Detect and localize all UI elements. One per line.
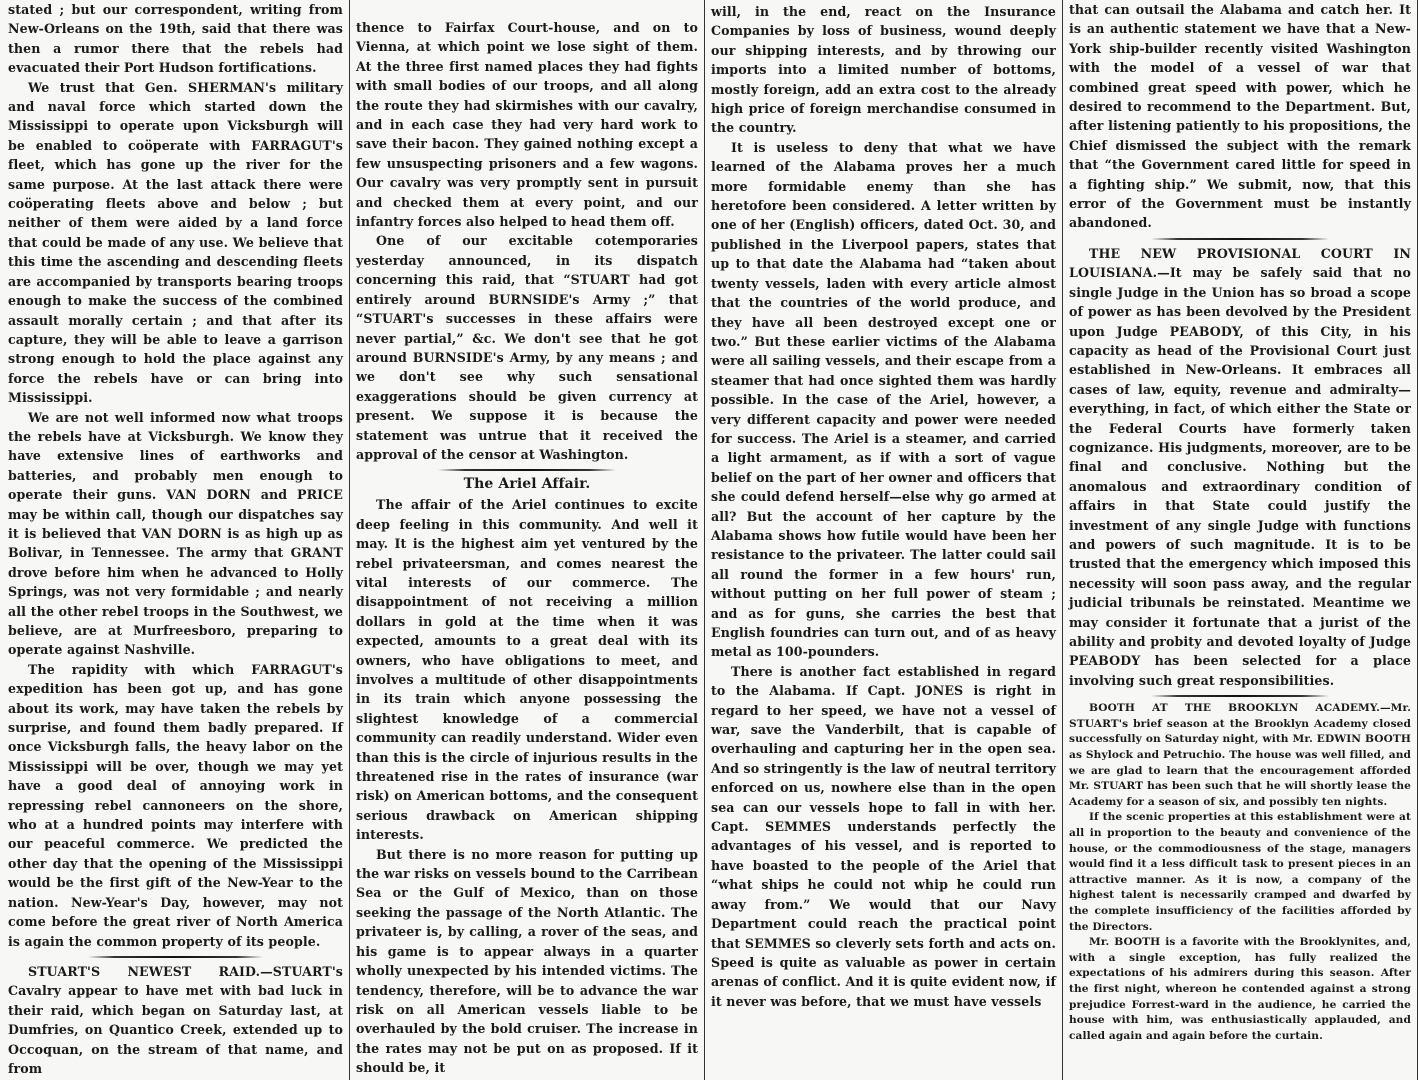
paragraph: We are not well informed now what troops the rebels have at Vicksburgh. We know they have extensive lines of earthworks and batteries, and probably men enough to operate their guns. VAN DORN and PRICE may be within call, though our dispatches say it is believed that VAN DORN is as high up as Bolivar, in Tennessee. The army that GRANT drove before him when he advanced to Holly Springs, was not very formidable ; and nearly all the other rebel troops in the Southwest, we believe, are at Murfreesboro, preparing to operate against Nashville.: [8, 409, 343, 658]
article-stuarts-raid: [8, 962, 343, 1078]
article-body: —It may be safely said that no single Judge in the Union has so broad a scope of power as has been devolved by the President upon Judge PEABODY, of this City, in his capacity as head of the Provisional Court just established in New-Orleans. It embraces all cases of law, equity, revenue and admiralty—everything, in fact, of which either the State or the Federal Courts have formerly taken cognizance. His judgments, moreover, are to be final and conclusive. Nothing but the anomalous and extraordinary condition of affairs in that State could justify the investment of any single Judge with functions and powers of such magnitude. It is to be trusted that the emergency which imposed this necessity will soon pass away, and the regular judicial tribunals be reinstated. Meantime we may consider it fortunate that a jurist of the ability and probity and devoted loyalty of Judge PEABODY has been selected for a place involving such great responsibilities.: [1069, 265, 1411, 688]
article-title: STUART'S NEWEST RAID.: [28, 963, 261, 979]
divider-rule: [1151, 695, 1329, 697]
paragraph: We trust that Gen. SHERMAN's military and naval force which started down the Mississippi to operate upon Vicksburgh will be enabled to coöperate with FARRAGUT's fleet, which has gone up the river for the same purpose. At the last attack there were coöperating fleets above and below ; but neither of them were aided by a land force that could be made of any use. We believe that this time the ascending and descending fleets are accompanied by transports bearing troops enough to make the success of the combined assault morally certain ; and that after its capture, they will be able to leave a garrison strong enough to hold the place against any force the rebels have or can bring into Mississippi.: [8, 79, 343, 406]
column-2: [350, 0, 705, 1080]
paragraph: If the scenic properties at this establishment were at all in proportion to the beauty and convenience of the house, or the commodiousness of the stage, managers would find it a less difficult task to present pieces in an attractive manner. As it is now, a company of the highest talent is necessarily cramped and dwarfed by the complete insufficiency of the facilities afforded by the Directors.: [1069, 811, 1411, 933]
article-body: —STUART's Cavalry appear to have met with bad luck in their raid, which began on Saturday last, at Dumfries, on Quantico Creek, extended up to Occoquan, on the stream of that name, and from: [8, 963, 343, 1076]
paragraph: One of our excitable cotemporaries yesterday announced, in its dispatch concerning this raid, that “STUART had got entirely around BURNSIDE's Army ;” that “STUART's successes in these affairs were never partial,” &c. We don't see that he got around BURNSIDE's Army, by any means ; and we don't see why such sensational exaggerations should be given currency at present. We suppose it is because the statement was untrue that it received the approval of the censor at Washington.: [356, 233, 698, 462]
article-booth-brooklyn: [1069, 701, 1411, 810]
column-4: [1063, 0, 1418, 1080]
article-provisional-court: [1069, 244, 1411, 690]
column-3: [705, 0, 1063, 1080]
paragraph: Mr. BOOTH is a favorite with the Brooklynites, and, with a single exception, has fully realized the expectations of his admirers during this season. After the first night, whereon he contended against a strong prejudice Forrest-ward in the audience, he carried the house with him, was enthusiastically applauded, and called again and again before the curtain.: [1069, 936, 1411, 1042]
article-title: THE NEW PROVISIONAL COURT IN LOUISIANA.: [1069, 245, 1411, 281]
paragraph: stated ; but our correspondent, writing from New-Orleans on the 19th, said that there was then a rumor there that the rebels had evacuated their Port Hudson fortifications.: [8, 2, 343, 76]
paragraph: But there is no more reason for putting up the war risks on vessels bound to the Carribean Sea or the Gulf of Mexico, than on those seeking the passage of the North Atlantic. The privateer is, by calling, a rover of the seas, and his game is to appear always in a quarter wholly unexpected by his intended victims. The tendency, therefore, will be to advance the war risk on all American vessels liable to be overhauled by the bold cruiser. The increase in the rates may not be put on as proposed. If it should be, it: [356, 846, 698, 1076]
paragraph: will, in the end, react on the Insurance Companies by loss of business, wound deeply our shipping interests, and by throwing our imports into a limited number of bottoms, mostly foreign, add an extra cost to the already high price of foreign merchandise consumed in the country.: [711, 4, 1056, 136]
article-headline: The Ariel Affair.: [463, 476, 591, 493]
paragraph: The rapidity with which FARRAGUT's expedition has been got up, and has gone about its work, may have taken the rebels by surprise, and found them badly prepared. If once Vicksburgh falls, the heavy labor on the Mississippi will be over, though we may yet have a good deal of annoying work in repressing rebel cannoneers on the shore, who at a hundred points may interfere with our peaceful commerce. We predicted the other day that the opening of the Mississippi would be the first gift of the New-Year to the nation. New-Year's Day, however, may not come before the great river of North America is again the common property of its people.: [8, 661, 343, 949]
paragraph: It is useless to deny that what we have learned of the Alabama proves her a much more formidable enemy than she has heretofore been considered. A letter written by one of her (English) officers, dated Oct. 30, and published in the Liverpool papers, states that up to that date the Alabama had “taken about twenty vessels, laden with every article almost that the countries of the world produce, and they have all been destroyed except one or two.” But these earlier victims of the Alabama were all sailing vessels, and their escape from a steamer that had once sighted them was hardly possible. In the case of the Ariel, however, a very different capacity and power were needed for success. The Ariel is a steamer, and carried a light armament, as if with a sort of vague belief on the part of her owner and officers that she could defend herself—else why go armed at all? But the account of her capture by the Alabama shows how futile would have been her resistance to the privateer. The latter could sail all round the former in a few hours' run, without putting on her full power of steam ; and as for guns, she carries the best that English foundries can turn out, and of as heavy metal as 100-pounders.: [711, 139, 1056, 660]
divider-rule: [1151, 238, 1329, 240]
paragraph: that can outsail the Alabama and catch her. It is an authentic statement we have that a New-York ship-builder recently visited Washington with the model of a vessel of war that combined great speed with power, which he desired to recommend to the Department. But, after listening patiently to his propositions, the Chief dismissed the subject with the remark that “the Government cared little for speed in a fighting ship.” We submit, now, that this error of the Government must be instantly abandoned.: [1069, 2, 1411, 231]
paragraph: thence to Fairfax Court-house, and on to Vienna, at which point we lose sight of them. At the three first named places they had fights with small bodies of our troops, and all along the route they had skirmishes with our cavalry, and in each case they had very hard work to save their bacon. They gained nothing except a few unsuspecting prisoners and a few wagons. Our cavalry was very promptly sent in pursuit and checked them at every point, and our infantry forces also helped to head them off.: [356, 20, 698, 230]
paragraph: There is another fact established in regard to the Alabama. If Capt. JONES is right in regard to her speed, we have not a vessel of war, save the Vanderbilt, that is capable of overhauling and capturing her in the open sea. And so stringently is the law of neutral territory enforced on us, nowhere else than in the open sea can our vessels hope to fall in with her. Capt. SEMMES understands perfectly the advantages of his vessel, and is reported to have boasted to the people of the Ariel that “what ships he could not whip he could run away from.” We would that our Navy Department could reach the practical point that SEMMES so cleverly sets forth and acts on. Speed is quite as valuable as power in certain arenas of conflict. And it is quite evident now, if it never was before, that we must have vessels: [711, 663, 1056, 1009]
article-body: —Mr. STUART's brief season at the Brooklyn Academy closed successfully on Saturday night, with Mr. EDWIN BOOTH as Shylock and Petruchio. The house was well filled, and we are glad to learn that the encouragement afforded Mr. STUART has been such that he will shortly lease the Academy for a season of six, and possibly ten nights.: [1069, 702, 1411, 808]
divider-rule: [438, 469, 616, 471]
divider-rule: [88, 956, 262, 958]
paragraph: The affair of the Ariel continues to excite deep feeling in this community. And well it may. It is the highest aim yet ventured by the rebel privateersman, and comes nearest the vital interests of our commerce. The disappointment of not receiving a million dollars in gold at the time when it was expected, amounts to a great deal with its owners, who have obligations to meet, and involves a multitude of other disappointments in its train which anyone possessing the slightest knowledge of a commercial community can readily understand. Wider even than this is the circle of injurious results in the threatened rise in the rates of insurance (war risk) on American bottoms, and the consequent serious drawback on American shipping interests.: [356, 497, 698, 843]
article-title: BOOTH AT THE BROOKLYN ACADEMY.: [1089, 702, 1380, 715]
column-1: [0, 0, 350, 1080]
